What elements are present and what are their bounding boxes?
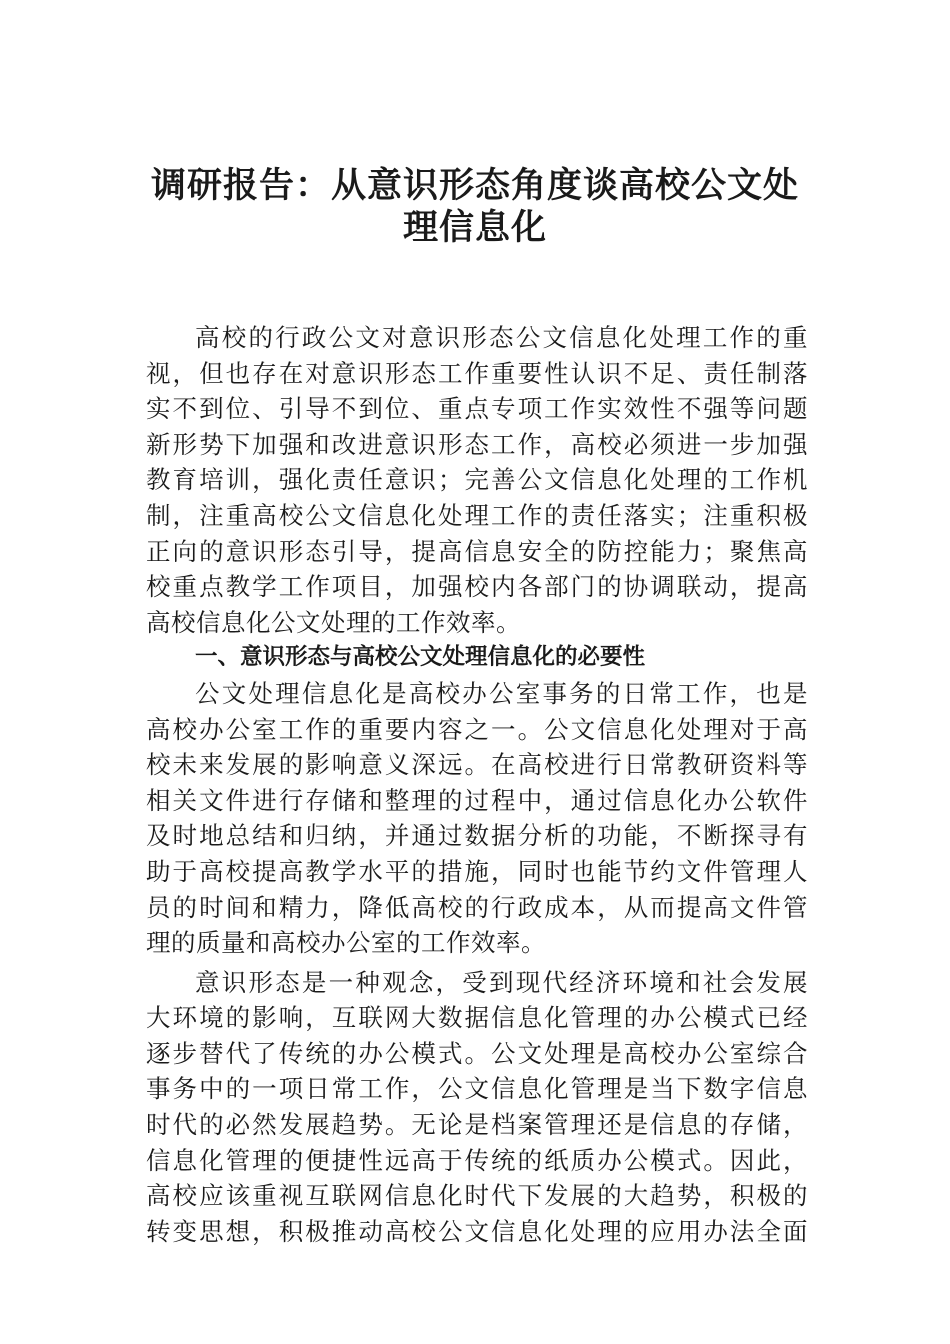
text-line: 制，注重高校公文信息化处理工作的责任落实；注重积极 [146,500,808,530]
text-line: 正向的意识形态引导，提高信息安全的防控能力；聚焦高 [146,536,808,566]
text-line: 新形势下加强和改进意识形态工作，高校必须进一步加强 [146,429,808,459]
text-line: 高校信息化公文处理的工作效率。 [146,607,521,637]
text-line: 逐步替代了传统的办公模式。公文处理是高校办公室综合 [146,1038,808,1068]
text-line: 意识形态是一种观念，受到现代经济环境和社会发展 [195,967,808,997]
document-title-line-2: 理信息化 [402,208,547,248]
text-line: 理的质量和高校办公室的工作效率。 [146,928,546,958]
text-line: 实不到位、引导不到位、重点专项工作实效性不强等问题 [146,394,808,424]
text-line: 教育培训，强化责任意识；完善公文信息化处理的工作机 [146,465,808,495]
text-line: 事务中的一项日常工作，公文信息化管理是当下数字信息 [146,1074,808,1104]
text-line: 及时地总结和归纳，并通过数据分析的功能，不断探寻有 [146,821,808,851]
text-line: 高校的行政公文对意识形态公文信息化处理工作的重 [195,323,808,352]
section-heading: 一、意识形态与高校公文处理信息化的必要性 [195,644,646,671]
text-line: 高校办公室工作的重要内容之一。公文信息化处理对于高 [146,714,808,744]
text-line: 高校应该重视互联网信息化时代下发展的大趋势，积极的 [146,1181,808,1211]
text-line: 信息化管理的便捷性远高于传统的纸质办公模式。因此， [146,1145,808,1175]
text-line: 转变思想，积极推动高校公文信息化处理的应用办法全面 [146,1216,808,1246]
text-line: 相关文件进行存储和整理的过程中，通过信息化办公软件 [146,785,808,815]
text-line: 时代的必然发展趋势。无论是档案管理还是信息的存储， [146,1110,808,1140]
document-body [146,320,808,1249]
text-line: 公文处理信息化是高校办公室事务的日常工作，也是 [195,678,808,708]
paragraph-intro [146,320,808,640]
paragraph-ideology [146,965,808,1250]
text-line: 员的时间和精力，降低高校的行政成本，从而提高文件管 [146,892,808,922]
paragraph-necessity [146,676,808,961]
text-line: 视，但也存在对意识形态工作重要性认识不足、责任制落 [146,358,808,388]
text-line: 助于高校提高教学水平的措施，同时也能节约文件管理人 [146,856,808,886]
text-line: 校未来发展的影响意义深远。在高校进行日常教研资料等 [146,750,808,780]
text-line: 大环境的影响，互联网大数据信息化管理的办公模式已经 [146,1003,808,1033]
text-line: 校重点教学工作项目，加强校内各部门的协调联动，提高 [146,572,808,602]
document-title-line-1: 调研报告：从意识形态角度谈高校公文处 [150,166,799,206]
